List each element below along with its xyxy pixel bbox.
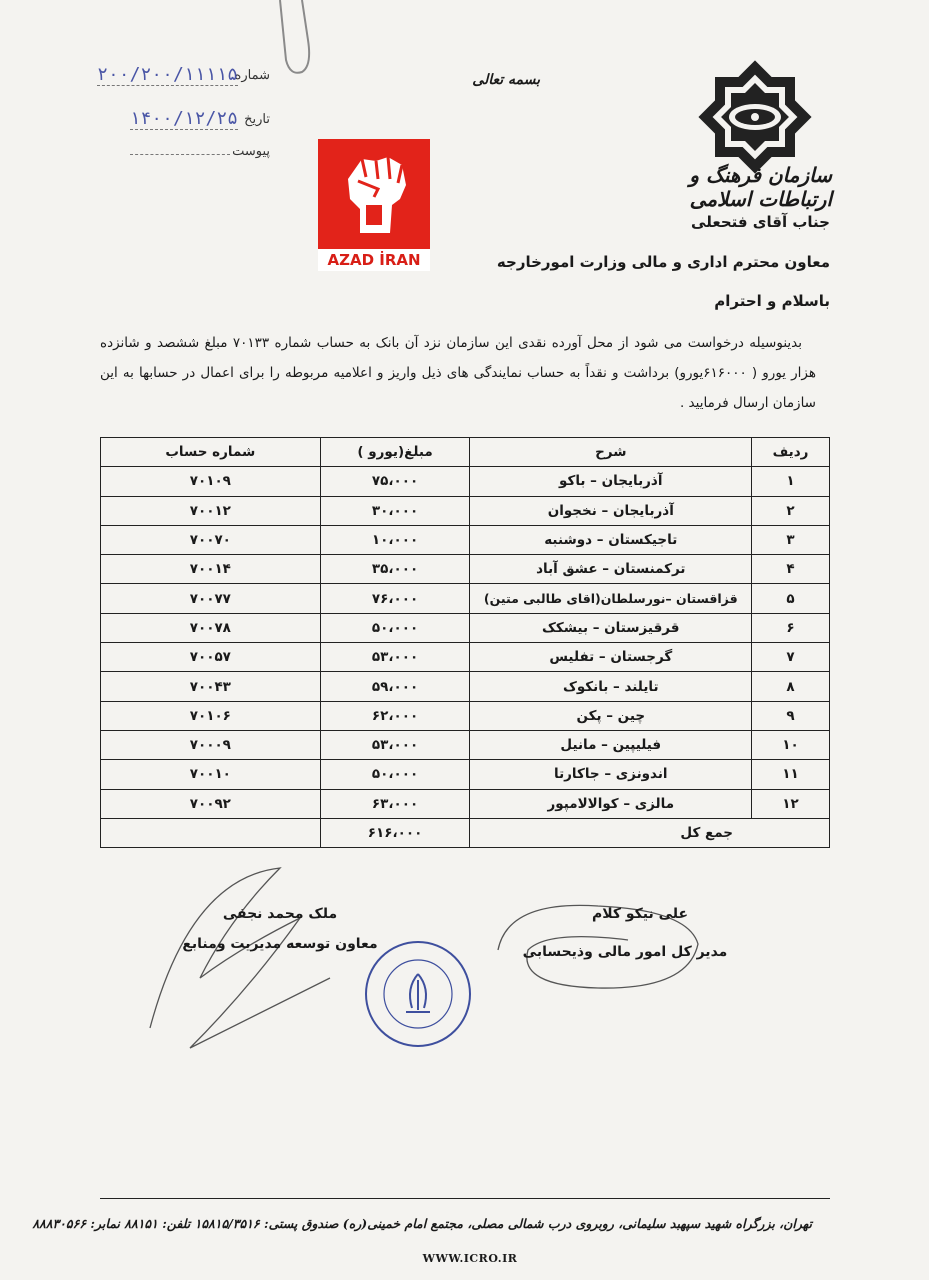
row-amount: ۵۹،۰۰۰: [320, 672, 470, 701]
row-desc: تایلند – بانکوک: [470, 672, 752, 701]
right-signatory-name: علی نیکو کلام: [591, 906, 689, 922]
row-desc: قزاقستان –نورسلطان(اقای طالبی متین): [470, 584, 752, 613]
row-desc: قرقیزستان – بیشکک: [470, 613, 752, 642]
table-row: [101, 613, 830, 642]
row-num: ۴: [752, 555, 830, 584]
header-desc: شرح: [470, 438, 752, 467]
row-amount: ۷۶،۰۰۰: [320, 584, 470, 613]
table-row: [101, 643, 830, 672]
paper-clip-icon: [268, 0, 328, 82]
row-amount: ۵۰،۰۰۰: [320, 760, 470, 789]
table-row: [101, 672, 830, 701]
footer-website: WWW.ICRO.IR: [422, 1252, 518, 1265]
row-num: ۶: [752, 613, 830, 642]
header-num: ردیف: [752, 438, 830, 467]
left-signatory-title: معاون توسعه مدیریت ومنابع: [182, 936, 378, 952]
row-desc: چین – پکن: [470, 701, 752, 730]
row-amount: ۵۳،۰۰۰: [320, 643, 470, 672]
row-amount: ۶۲،۰۰۰: [320, 701, 470, 730]
date-field: [90, 108, 270, 132]
row-amount: ۱۰،۰۰۰: [320, 525, 470, 554]
footer-address: تهران، بزرگراه شهید سپهبد سلیمانی، روبروی درب شمالی مصلی، مجتمع امام خمینی(ره) صندوق پستی: ۱۵۸۱۵/۳۵۱۶ تلفن: ۸۸۱۵۱ نمابر: ۸۸۸۳۰۵۶۶: [32, 1216, 812, 1231]
row-num: ۱۱: [752, 760, 830, 789]
row-account: ۷۰۰۷۷: [101, 584, 321, 613]
left-signature-scribble: [130, 858, 370, 1058]
row-account: ۷۰۰۵۷: [101, 643, 321, 672]
row-desc: فیلیپین – مانیل: [470, 730, 752, 759]
total-amount: ۶۱۶،۰۰۰: [320, 818, 470, 847]
row-desc: ترکمنستان – عشق آباد: [470, 555, 752, 584]
header-account: شماره حساب: [101, 438, 321, 467]
number-field: [90, 64, 270, 88]
table-row: [101, 584, 830, 613]
row-amount: ۵۳،۰۰۰: [320, 730, 470, 759]
table-row: [101, 730, 830, 759]
row-account: ۷۰۰۱۴: [101, 555, 321, 584]
row-num: ۲: [752, 496, 830, 525]
row-num: ۱۲: [752, 789, 830, 818]
total-account-empty: [101, 818, 321, 847]
table-row: [101, 789, 830, 818]
row-num: ۹: [752, 701, 830, 730]
total-label: جمع کل: [470, 818, 830, 847]
row-amount: ۳۰،۰۰۰: [320, 496, 470, 525]
attachment-label: پیوست: [232, 144, 270, 159]
date-label: تاریخ: [244, 112, 270, 127]
row-account: ۷۰۰۷۰: [101, 525, 321, 554]
official-seal-icon: [362, 938, 474, 1050]
row-desc: اندونزی – جاکارتا: [470, 760, 752, 789]
row-account: ۷۰۰۰۹: [101, 730, 321, 759]
table-row: [101, 555, 830, 584]
right-signatory-title: مدیر کل امور مالی وذیحسابی: [522, 944, 728, 960]
addressee-title: معاون محترم اداری و مالی وزارت امورخارجه: [496, 253, 830, 271]
row-num: ۷: [752, 643, 830, 672]
row-account: ۷۰۱۰۶: [101, 701, 321, 730]
header-amount: مبلغ(یورو ): [320, 438, 470, 467]
row-num: ۱۰: [752, 730, 830, 759]
table-row: [101, 760, 830, 789]
row-num: ۸: [752, 672, 830, 701]
table-header-row: [101, 438, 830, 467]
payments-table: [100, 437, 830, 848]
row-amount: ۷۵،۰۰۰: [320, 467, 470, 496]
basmala: بسمه تعالی: [472, 72, 540, 88]
row-account: ۷۰۱۰۹: [101, 467, 321, 496]
org-name: سازمان فرهنگ و ارتباطات اسلامی: [689, 163, 832, 211]
row-amount: ۶۳،۰۰۰: [320, 789, 470, 818]
org-emblem-icon: [696, 58, 814, 176]
row-desc: گرجستان – تفلیس: [470, 643, 752, 672]
table-row: [101, 467, 830, 496]
table-row: [101, 525, 830, 554]
row-account: ۷۰۰۱۰: [101, 760, 321, 789]
greeting: باسلام و احترام: [714, 292, 830, 310]
row-num: ۳: [752, 525, 830, 554]
row-amount: ۵۰،۰۰۰: [320, 613, 470, 642]
row-account: ۷۰۰۹۲: [101, 789, 321, 818]
watermark-background: [318, 139, 430, 249]
row-desc: آذربایجان – نخجوان: [470, 496, 752, 525]
row-account: ۷۰۰۱۲: [101, 496, 321, 525]
watermark-text: AZAD İRAN: [327, 251, 421, 269]
row-desc: مالزی – کوالالامپور: [470, 789, 752, 818]
addressee-name: جناب آقای فتحعلی: [691, 213, 830, 231]
attachment-field: [90, 140, 270, 164]
fist-icon: [318, 139, 430, 249]
number-value: ۲۰۰/۲۰۰/۱۱۱۱۵: [97, 64, 238, 85]
date-value: ۱۴۰۰/۱۲/۲۵: [129, 108, 238, 129]
body-paragraph: بدینوسیله درخواست می شود از محل آورده نقدی این سازمان نزد آن بانک به حساب شماره ۷۰۱۳۳ مبلغ ششصد و شانزده هزار یورو ( ۶۱۶۰۰۰یورو) برداشت و نقداً به حساب نمایندگی های ذیل واریز و اعلامیه مربوطه را برای اعمال در حسابها به این سازمان ارسال فرمایید .: [100, 335, 816, 411]
table-row: [101, 496, 830, 525]
number-label: شماره: [234, 68, 270, 83]
footer-divider: [100, 1198, 830, 1199]
table-total-row: [101, 818, 830, 847]
row-num: ۵: [752, 584, 830, 613]
row-num: ۱: [752, 467, 830, 496]
row-account: ۷۰۰۷۸: [101, 613, 321, 642]
table-row: [101, 701, 830, 730]
attachment-line: [130, 154, 230, 155]
left-signatory-name: ملک محمد نجفی: [222, 906, 338, 922]
row-account: ۷۰۰۴۳: [101, 672, 321, 701]
row-desc: تاجیکستان – دوشنبه: [470, 525, 752, 554]
row-desc: آذربایجان – باکو: [470, 467, 752, 496]
row-amount: ۳۵،۰۰۰: [320, 555, 470, 584]
watermark-badge: [318, 139, 430, 271]
